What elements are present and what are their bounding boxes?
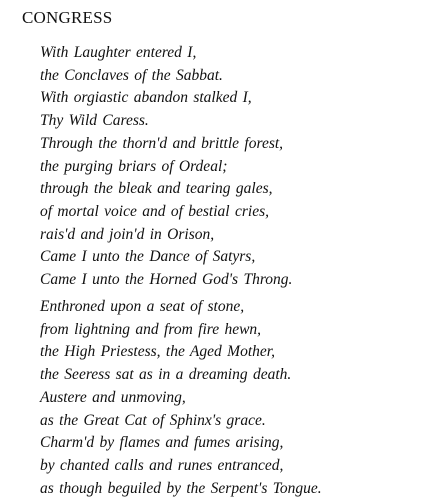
poem-line: Enthroned upon a seat of stone, — [40, 298, 245, 315]
poem-line: the Seeress sat as in a dreaming death. — [40, 366, 292, 384]
poem-line: With orgiastic abandon stalked I, — [40, 89, 252, 107]
poem-line: Thy Wild Caress. — [40, 112, 149, 130]
poem-line: With Laughter entered I, — [40, 44, 197, 61]
poem-line: Came I unto the Dance of Satyrs, — [40, 248, 256, 266]
poem-line: rais'd and join'd in Orison, — [40, 225, 215, 243]
poem-line: the Conclaves of the Sabbat. — [40, 66, 223, 84]
poem-line: through the bleak and tearing gales, — [40, 180, 273, 198]
poem-line: the High Priestess, the Aged Mother, — [40, 343, 275, 361]
poem-title: CONGRESS — [22, 8, 113, 27]
stanza-2 — [40, 296, 322, 500]
poem-line: as the Great Cat of Sphinx's grace. — [40, 411, 266, 429]
poem-line: of mortal voice and of bestial cries, — [40, 202, 269, 220]
stanza-1 — [40, 42, 292, 292]
poem-line: Charm'd by flames and fumes arising, — [40, 434, 284, 452]
poem-line: by chanted calls and runes entranced, — [40, 456, 284, 474]
poem-line: Austere and unmoving, — [40, 388, 186, 406]
poem-line: from lightning and from fire hewn, — [40, 320, 262, 338]
poem-line: the purging briars of Ordeal; — [40, 157, 228, 175]
poem-line: as though beguiled by the Serpent's Tongue. — [40, 479, 322, 497]
poem-line: Through the thorn'd and brittle forest, — [40, 134, 284, 152]
poem-line: Came I unto the Horned God's Throng. — [40, 271, 293, 289]
